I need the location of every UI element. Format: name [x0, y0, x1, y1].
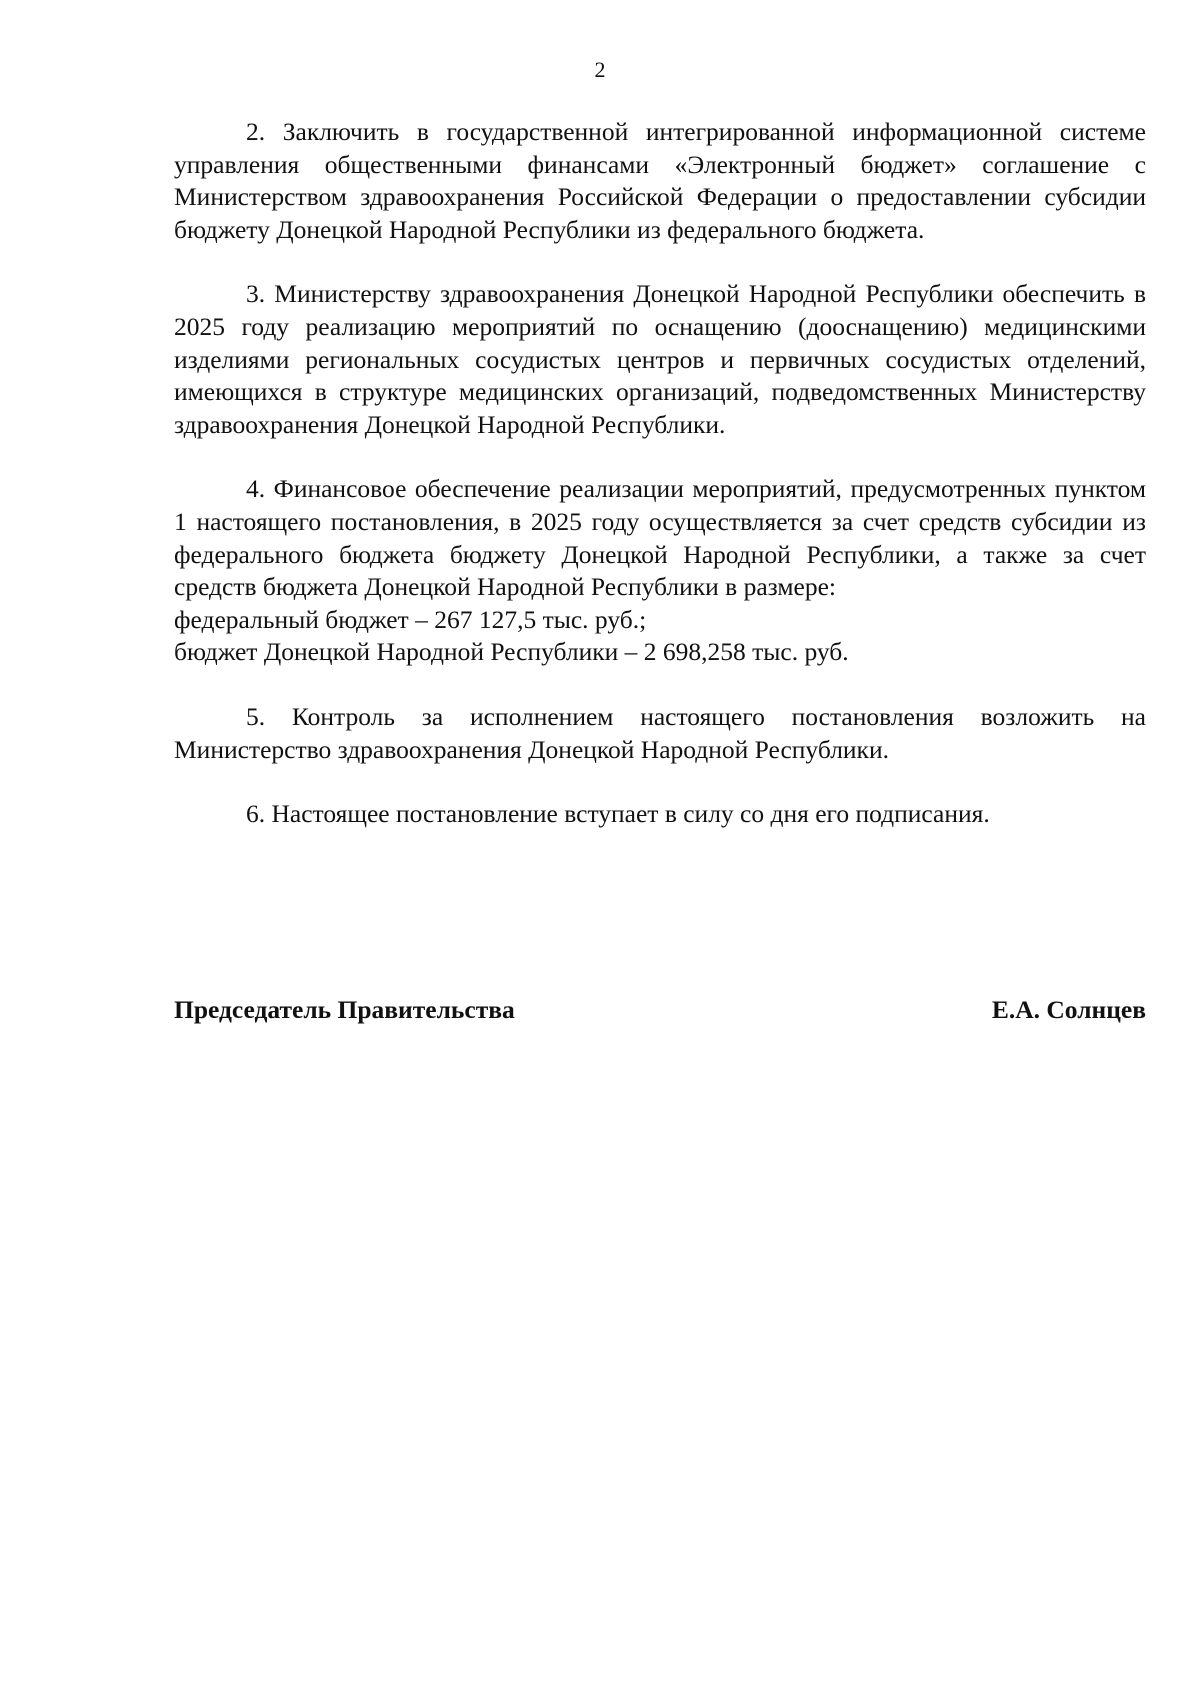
paragraph-4: 4. Финансовое обеспечение реализации мероприятий, предусмотренных пунктом 1 настоящего постановления, в 2025 году осуществляется за счет средств субсидии из федерального бюджета бюджету Донецкой Народной Республики, а также за счет средств бюджета Донецкой Народной Республики в размере:	[174, 474, 1146, 602]
paragraph-6: 6. Настоящее постановление вступает в силу со дня его подписания.	[246, 799, 990, 829]
funding-line-regional: бюджет Донецкой Народной Республики – 2 698,258 тыс. руб.	[174, 637, 849, 667]
paragraph-4-block	[174, 473, 1146, 669]
page-number: 2	[594, 57, 606, 82]
funding-line-federal: федеральный бюджет – 267 127,5 тыс. руб.;	[174, 604, 647, 634]
signature-block	[174, 994, 1146, 1026]
paragraph-5: 5. Контроль за исполнением настоящего постановления возложить на Министерство здравоохранения Донецкой Народной Республики.	[174, 701, 1146, 764]
signatory-position: Председатель Правительства	[174, 995, 515, 1024]
signatory-name: Е.А. Солнцев	[991, 995, 1146, 1024]
paragraph-3: 3. Министерству здравоохранения Донецкой Народной Республики обеспечить в 2025 году реализацию мероприятий по оснащению (дооснащению) медицинскими изделиями региональных сосудистых центров и первичных сосудистых отделений, имеющихся в структуре медицинских организаций, подведомственных Министерству здравоохранения Донецкой Народной Республики.	[174, 279, 1146, 439]
paragraph-2: 2. Заключить в государственной интегрированной информационной системе управления общественными финансами «Электронный бюджет» соглашение с Министерством здравоохранения Российской Федерации о предоставлении субсидии бюджету Донецкой Народной Республики из федерального бюджета.	[174, 117, 1146, 244]
document-body	[174, 116, 1146, 831]
